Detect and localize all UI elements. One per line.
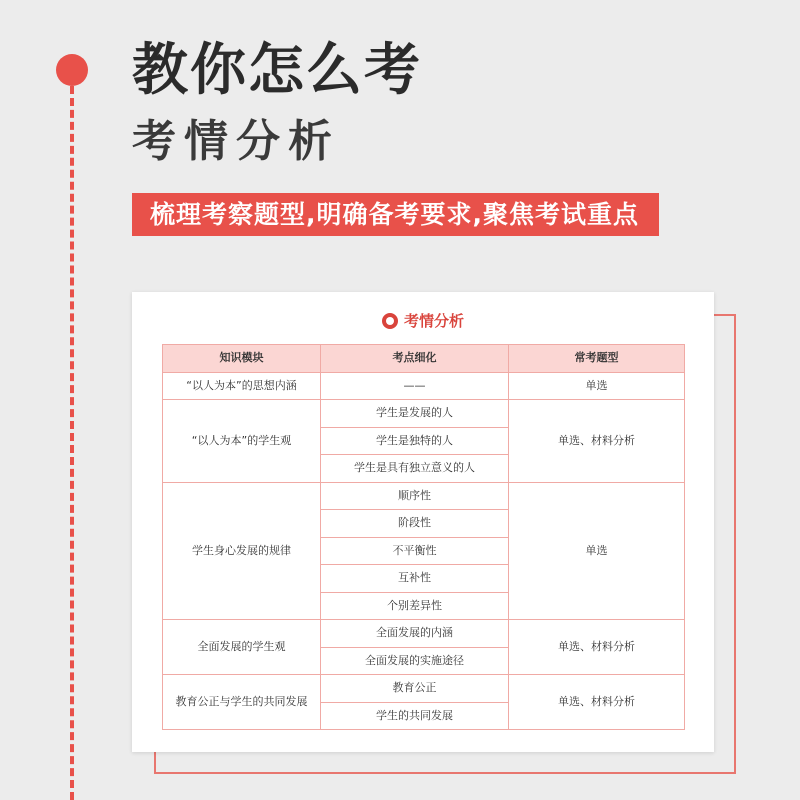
table-row	[163, 372, 685, 400]
table-row	[163, 620, 685, 648]
point-cell: 学生是独特的人	[321, 427, 509, 455]
module-cell: 学生身心发展的规律	[163, 482, 321, 620]
column-header: 考点细化	[321, 345, 509, 373]
question-type-cell: 单选	[509, 372, 685, 400]
page-title: 教你怎么考	[132, 38, 422, 103]
table-header-row	[163, 345, 685, 373]
column-header: 常考题型	[509, 345, 685, 373]
question-type-cell: 单选、材料分析	[509, 400, 685, 483]
question-type-cell: 单选	[509, 482, 685, 620]
question-type-cell: 单选、材料分析	[509, 675, 685, 730]
question-type-cell: 单选、材料分析	[509, 620, 685, 675]
module-cell: 教育公正与学生的共同发展	[163, 675, 321, 730]
point-cell: 全面发展的内涵	[321, 620, 509, 648]
point-cell: 不平衡性	[321, 537, 509, 565]
timeline-dot	[56, 54, 88, 86]
point-cell: 全面发展的实施途径	[321, 647, 509, 675]
badge-icon	[382, 313, 398, 329]
analysis-table	[162, 344, 685, 730]
point-cell: 个别差异性	[321, 592, 509, 620]
point-cell: 顺序性	[321, 482, 509, 510]
banner-slogan: 梳理考察题型,明确备考要求,聚焦考试重点	[132, 193, 659, 236]
point-cell: ——	[321, 372, 509, 400]
card-title	[132, 310, 714, 332]
point-cell: 教育公正	[321, 675, 509, 703]
point-cell: 学生的共同发展	[321, 702, 509, 730]
module-cell: 全面发展的学生观	[163, 620, 321, 675]
analysis-card	[132, 292, 714, 752]
point-cell: 学生是发展的人	[321, 400, 509, 428]
module-cell: “以人为本”的思想内涵	[163, 372, 321, 400]
page-subtitle: 考情分析	[132, 116, 340, 167]
module-cell: “以人为本”的学生观	[163, 400, 321, 483]
point-cell: 阶段性	[321, 510, 509, 538]
point-cell: 学生是具有独立意义的人	[321, 455, 509, 483]
table-row	[163, 675, 685, 703]
card-title-text: 考情分析	[403, 312, 464, 330]
timeline-dashed-line	[70, 86, 74, 800]
table-row	[163, 482, 685, 510]
table-row	[163, 400, 685, 428]
point-cell: 互补性	[321, 565, 509, 593]
column-header: 知识模块	[163, 345, 321, 373]
